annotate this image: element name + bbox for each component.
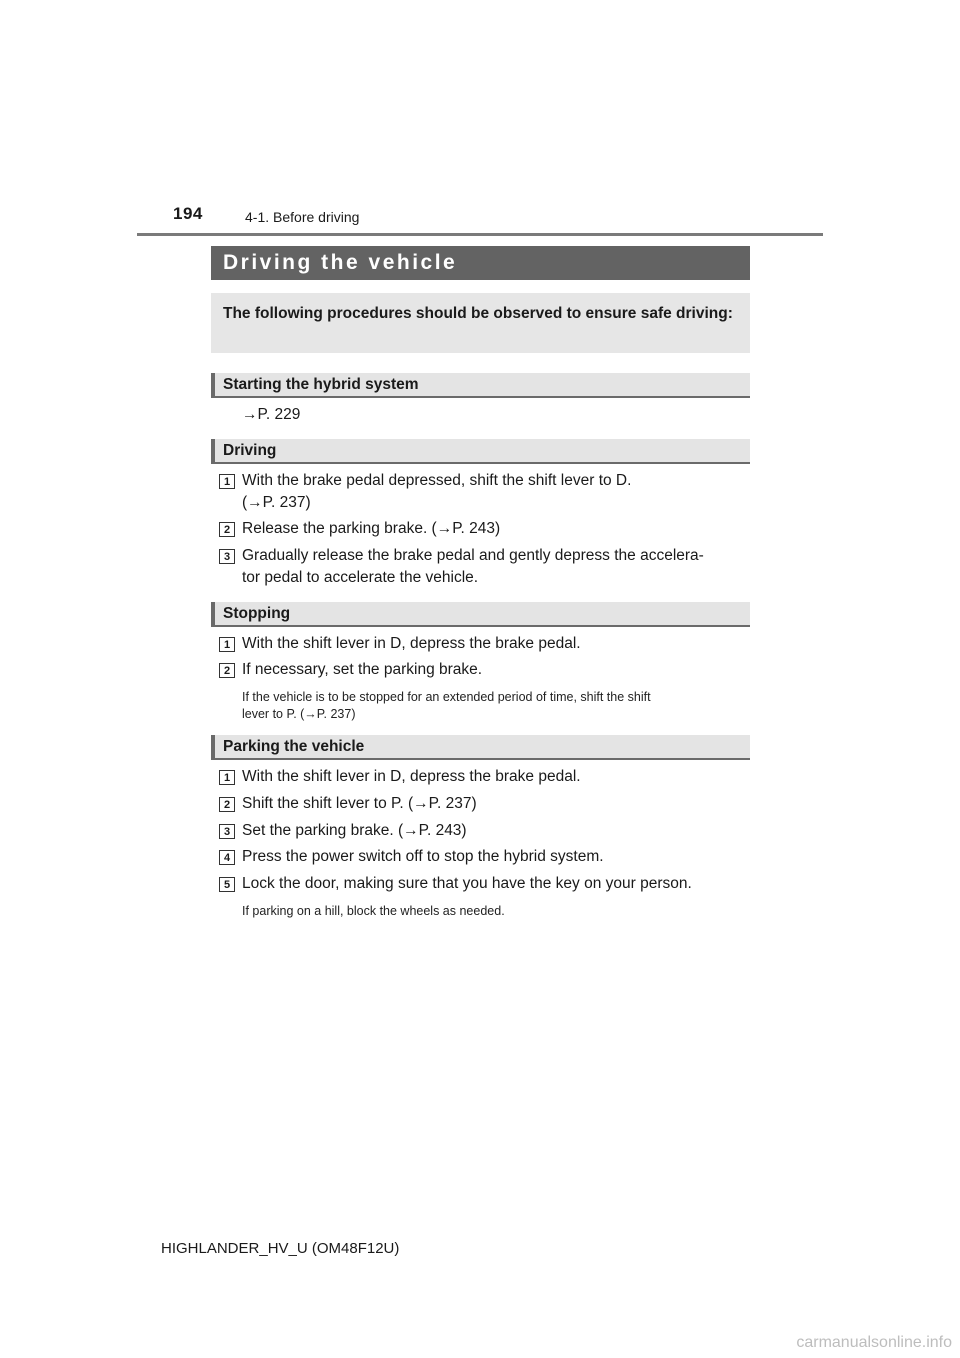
step-text: With the shift lever in D, depress the brake pedal. [242,768,581,785]
intro-box [211,293,750,353]
heading-driving [211,439,750,464]
step-number: 3 [219,549,235,564]
step-number: 1 [219,474,235,489]
heading-stopping-label: Stopping [223,605,291,622]
step-number: 2 [219,663,235,678]
page-title: Driving the vehicle [223,251,458,274]
step-text: Lock the door, making sure that you have the key on your person. [242,875,692,892]
parking-note: If parking on a hill, block the wheels as needed. [242,904,505,918]
step-text: Set the parking brake. (→P. 243) [242,822,467,839]
stopping-note: If the vehicle is to be stopped for an extended period of time, shift the shift [242,690,651,704]
step-text: Gradually release the brake pedal and gently depress the accelera- [242,547,704,564]
heading-stopping [211,602,750,627]
heading-starting-label: Starting the hybrid system [223,376,419,393]
page-number: 194 [173,204,203,223]
step-number: 1 [219,637,235,652]
step-number: 2 [219,522,235,537]
starting-ref-link[interactable]: →P. 229 [242,406,301,423]
heading-parking [211,735,750,760]
step-number: 2 [219,797,235,812]
step-number: 4 [219,850,235,865]
stopping-note-cont: lever to P. (→P. 237) [242,707,356,721]
header-divider [137,233,823,236]
step-text: Press the power switch off to stop the hybrid system. [242,848,604,865]
heading-parking-label: Parking the vehicle [223,738,365,755]
step-text: With the shift lever in D, depress the brake pedal. [242,635,581,652]
heading-starting [211,373,750,398]
step-number: 5 [219,877,235,892]
step-text-ref: (→P. 237) [242,494,311,511]
page-title-bar [211,246,750,280]
intro-text: The following procedures should be observed to ensure safe driving: [223,305,733,322]
section-label: 4-1. Before driving [245,209,360,225]
step-text: Release the parking brake. (→P. 243) [242,520,501,537]
step-text: If necessary, set the parking brake. [242,661,483,678]
step-text: Shift the shift lever to P. (→P. 237) [242,795,477,812]
step-number: 1 [219,770,235,785]
step-text-cont: tor pedal to accelerate the vehicle. [242,569,479,586]
footer-model-code: HIGHLANDER_HV_U (OM48F12U) [161,1240,400,1257]
step-text: With the brake pedal depressed, shift the shift lever to D. [242,472,632,489]
step-number: 3 [219,824,235,839]
heading-driving-label: Driving [223,442,277,459]
watermark: carmanualsonline.info [796,1334,952,1351]
